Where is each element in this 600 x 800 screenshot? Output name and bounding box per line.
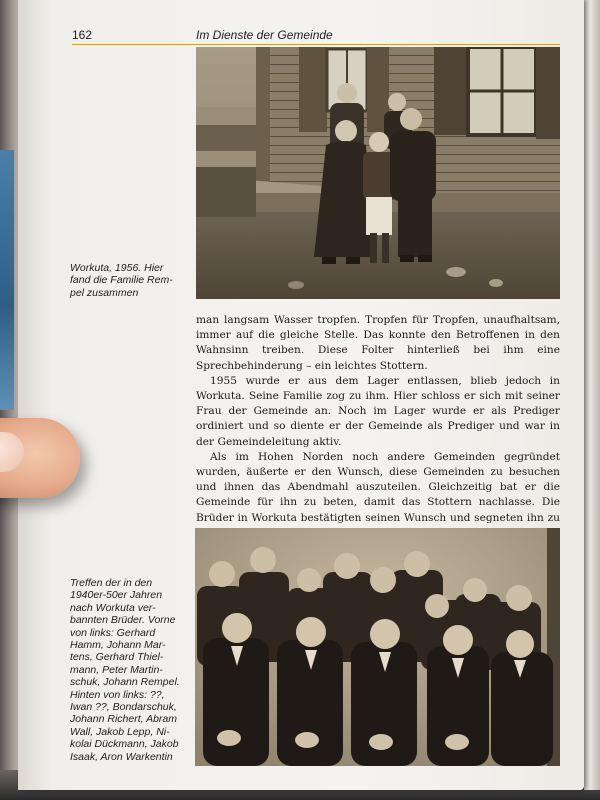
photo-caption-family: Workuta, 1956. Hier fand die Familie Rem- pel zusammen (70, 262, 173, 299)
paragraph-1: man langsam Wasser tropfen. Tropfen für Tropfen, unaufhaltsam, immer auf die gleiche Stelle. Das konnte den Betroffenen in den Wahnsinn treiben. Diese Folter hinterließ bei ihm eine Sprechbehinderung – ein leichtes Stottern. (196, 314, 560, 372)
article-body (196, 313, 560, 556)
page-number: 162 (72, 28, 93, 42)
family-photo-image (196, 47, 560, 299)
fingernail (0, 432, 24, 472)
page-stack-edge (584, 0, 600, 790)
family-photo (196, 47, 560, 299)
paragraph-2: 1955 wurde er aus dem Lager entlassen, blieb jedoch in Workuta. Seine Familie zog zu ihm. Hier schloss er sich mit seiner Frau der Gemeinde an. Noch im Lager wurde er als Prediger ordiniert und so diente er der Gemeinde als Prediger und war in der Gemeindeleitung aktiv. (196, 374, 560, 448)
photo-caption-group: Treffen der in den 1940er-50er Jahren nach Workuta ver- bannten Brüder. Vorne von links: Gerhard Hamm, Johann Mar- tens, Gerhard Thiel- mann, Peter Martin- schuk, Johann Rempel. Hinten von links: ??, Iwan ??, Bondarschuk, Johann Richert, Abram Wall, Jakob Lepp, Ni- kolai Dückmann, Jakob Isaak, Aron Warkentin (70, 577, 180, 763)
group-photo (195, 528, 560, 766)
running-title: Im Dienste der Gemeinde (196, 28, 333, 42)
group-photo-image (195, 528, 560, 766)
running-head (72, 28, 560, 45)
holding-finger (0, 418, 80, 498)
book-cover-strip (0, 150, 14, 410)
paragraph-3: Als im Hohen Norden noch andere Gemeinden gegründet wurden, äußerte er den Wunsch, diese Gemeinden zu besuchen und ihnen das Abendmahl auszuteilen. Gleichzeitig bat er die Gemeinde für ihn zu beten, damit das Stottern nachlasse. Die Brüder in Workuta bestätigten seinen Wunsch und segneten ihn zu (196, 450, 560, 524)
